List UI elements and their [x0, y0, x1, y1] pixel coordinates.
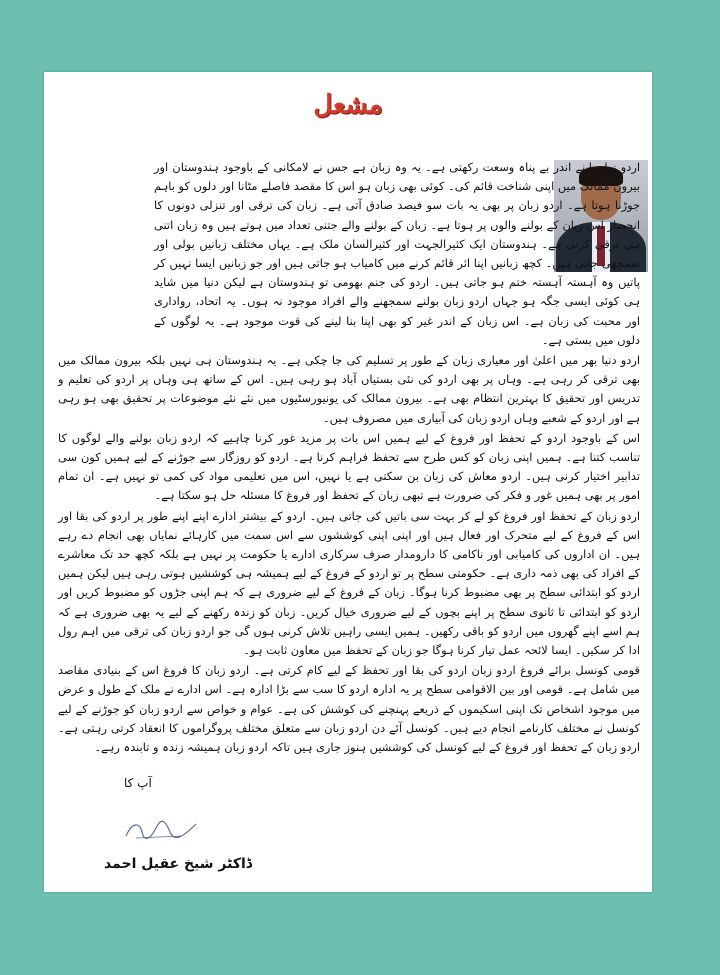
handwritten-signature [122, 816, 200, 844]
page-title: مشعل [313, 90, 383, 120]
editorial-body [58, 158, 640, 758]
paragraph-3: اس کے باوجود اردو کے تحفظ اور فروغ کے لیے ہمیں اس بات پر مزید غور کرنا چاہیے کہ اردو زبان بولنے والے لوگوں کا تناسب کتنا ہے۔ ہمیں اپنی زبان کو کس طرح سے تحفظ فراہم کرنا ہے۔ اردو کو روزگار سے جوڑنے کے لیے ہمیں کون سی تدابیر اختیار کرنی ہیں۔ اردو معاش کی زبان بن سکتی ہے یا نہیں، اس میں تعلیمی مواد کی کمی تو نہیں ہے۔ ان تمام امور پر بھی ہمیں غور و فکر کی ضرورت ہے تبھی زبان کے تحفظ اور فروغ کا مسئلہ حل ہو سکتا ہے۔ [58, 430, 640, 503]
author-name: ڈاکٹر شیخ عقیل احمد [104, 856, 253, 872]
paragraph-4: اردو زبان کے تحفظ اور فروغ کو لے کر بہت سی باتیں کی جاتی ہیں۔ اردو کے بیشتر ادارے اپنے اپنے طور پر اردو کی بقا اور اس کے فروغ کے لیے متحرک اور فعال ہیں اور اپنی اپنی کوششوں سے اس سمت میں کارہائے نمایاں بھی انجام دے رہے ہیں۔ ان اداروں کی کامیابی اور ناکامی کا دارومدار صرف سرکاری ادارے یا حکومت پر نہیں ہے بلکہ کچھ حد تک معاشرے کے افراد کی بھی ذمہ داری ہے۔ حکومتی سطح پر تو اردو کے فروغ کے لیے ہمیشہ ہی کوششیں ہوتی رہی ہیں لیکن ہمیں اردو کو ابتدائی سطح پر بھی مضبوط کرنا ہوگا۔ زبان کے فروغ کے لیے ضروری ہے کہ ہم اپنی جڑوں کو مضبوط کریں اور اردو کو ابتدائی تا ثانوی سطح پر اپنے بچوں کے لیے ضروری خیال کریں۔ زبان کو زندہ رکھنے کے لیے یہ بھی ضروری ہے کہ ہم اسے اپنے گھروں میں اردو کو باقی رکھیں۔ ہمیں ایسی راہیں تلاش کرنی ہوں گی جو اردو زبان کی ترقی میں اہم رول ادا کر سکیں۔ ایسا لائحہ عمل تیار کرنا ہوگا جو زبان کے تحفظ میں معاون ثابت ہو۔ [58, 508, 640, 658]
document-page [44, 72, 652, 892]
paragraph-2: اردو دنیا بھر میں اعلیٰ اور معیاری زبان کے طور پر تسلیم کی جا چکی ہے۔ یہ ہندوستان ہی نہیں بلکہ بیرون ممالک میں بھی ترقی کر رہی ہے۔ وہاں پر بھی اردو کی نئی بستیاں آباد ہو رہی ہیں۔ اس کے ساتھ ہی وہاں پر اردو کی تعلیم و تدریس اور تحقیق کا بہترین انتظام بھی ہے۔ بیرون ممالک کی یونیورسٹیوں میں نئے نئے موضوعات پر تحقیق بھی ہو رہی ہے اور اردو کے شعبے وہاں اردو زبان کی آبیاری میں مصروف ہیں۔ [58, 353, 640, 425]
paragraph-5: قومی کونسل برائے فروغ اردو زبان اردو کی بقا اور تحفظ کے لیے کام کرتی ہے۔ اردو زبان کا فروغ اس کے بنیادی مقاصد میں شامل ہے۔ قومی اور بین الاقوامی سطح پر یہ ادارہ اردو کا سب سے بڑا ادارہ ہے۔ اس ادارے نے ملک کے طول و عرض میں موجود اشخاص تک اپنی اسکیموں کے ذریعے پہنچنے کی کوشش کی ہے۔ عوام و خواص سے اردو زبان کو جوڑنے کے لیے کونسل نے مختلف کارنامے انجام دیے ہیں۔ کونسل آئے دن اردو زبان سے متعلق مختلف پروگراموں کا انعقاد کرتی رہتی ہے۔ اردو زبان کے تحفظ اور فروغ کے لیے کونسل کی کوششیں ہنوز جاری ہیں تاکہ اردو زبان ہمیشہ زندہ و تابندہ رہے۔ [58, 663, 640, 755]
paragraph-1: اردو زبان اپنے اندر بے پناہ وسعت رکھتی ہے۔ یہ وہ زبان ہے جس نے لامکانی کے باوجود ہندوستان اور بیرون ممالک میں اپنی شناخت قائم کی۔ کوئی بھی زبان ہو اس کا مقصد فاصلے مٹانا اور دلوں کو باہم جوڑنا ہوتا ہے۔ اردو زبان پر بھی یہ بات سو فیصد صادق آتی ہے۔ زبان کی ترقی اور تنزلی دونوں کا انحصار اس زبان کے بولنے والوں پر ہوتا ہے۔ زبان کے بولنے والے جتنی تعداد میں ہوتے ہیں وہ زبان اتنی ہی ترقی کرتی ہے۔ ہندوستان ایک کثیرالجہت اور کثیرالسان ملک ہے۔ یہاں مختلف زبانیں بولی اور سمجھی جاتی ہیں۔ کچھ زبانیں اپنا اثر قائم کرنے میں کامیاب ہو جاتی ہیں اور جو زبانیں ایسا نہیں کر پاتیں وہ آہستہ آہستہ ختم ہو جاتی ہیں۔ اردو کی جنم بھومی تو ہندوستان ہے لیکن دنیا میں شاید ہی کوئی ایسی جگہ ہو جہاں اردو زبان بولنے سمجھنے والے افراد موجود نہ ہوں۔ یہ اتحاد، رواداری اور محبت کی زبان ہے۔ اس زبان کے اندر غیر کو بھی اپنا بنا لینے کی قوت موجود ہے۔ یہ لوگوں کے دلوں میں بستی ہے۔ [154, 160, 640, 347]
closing-salutation: آپ کا [124, 776, 152, 790]
